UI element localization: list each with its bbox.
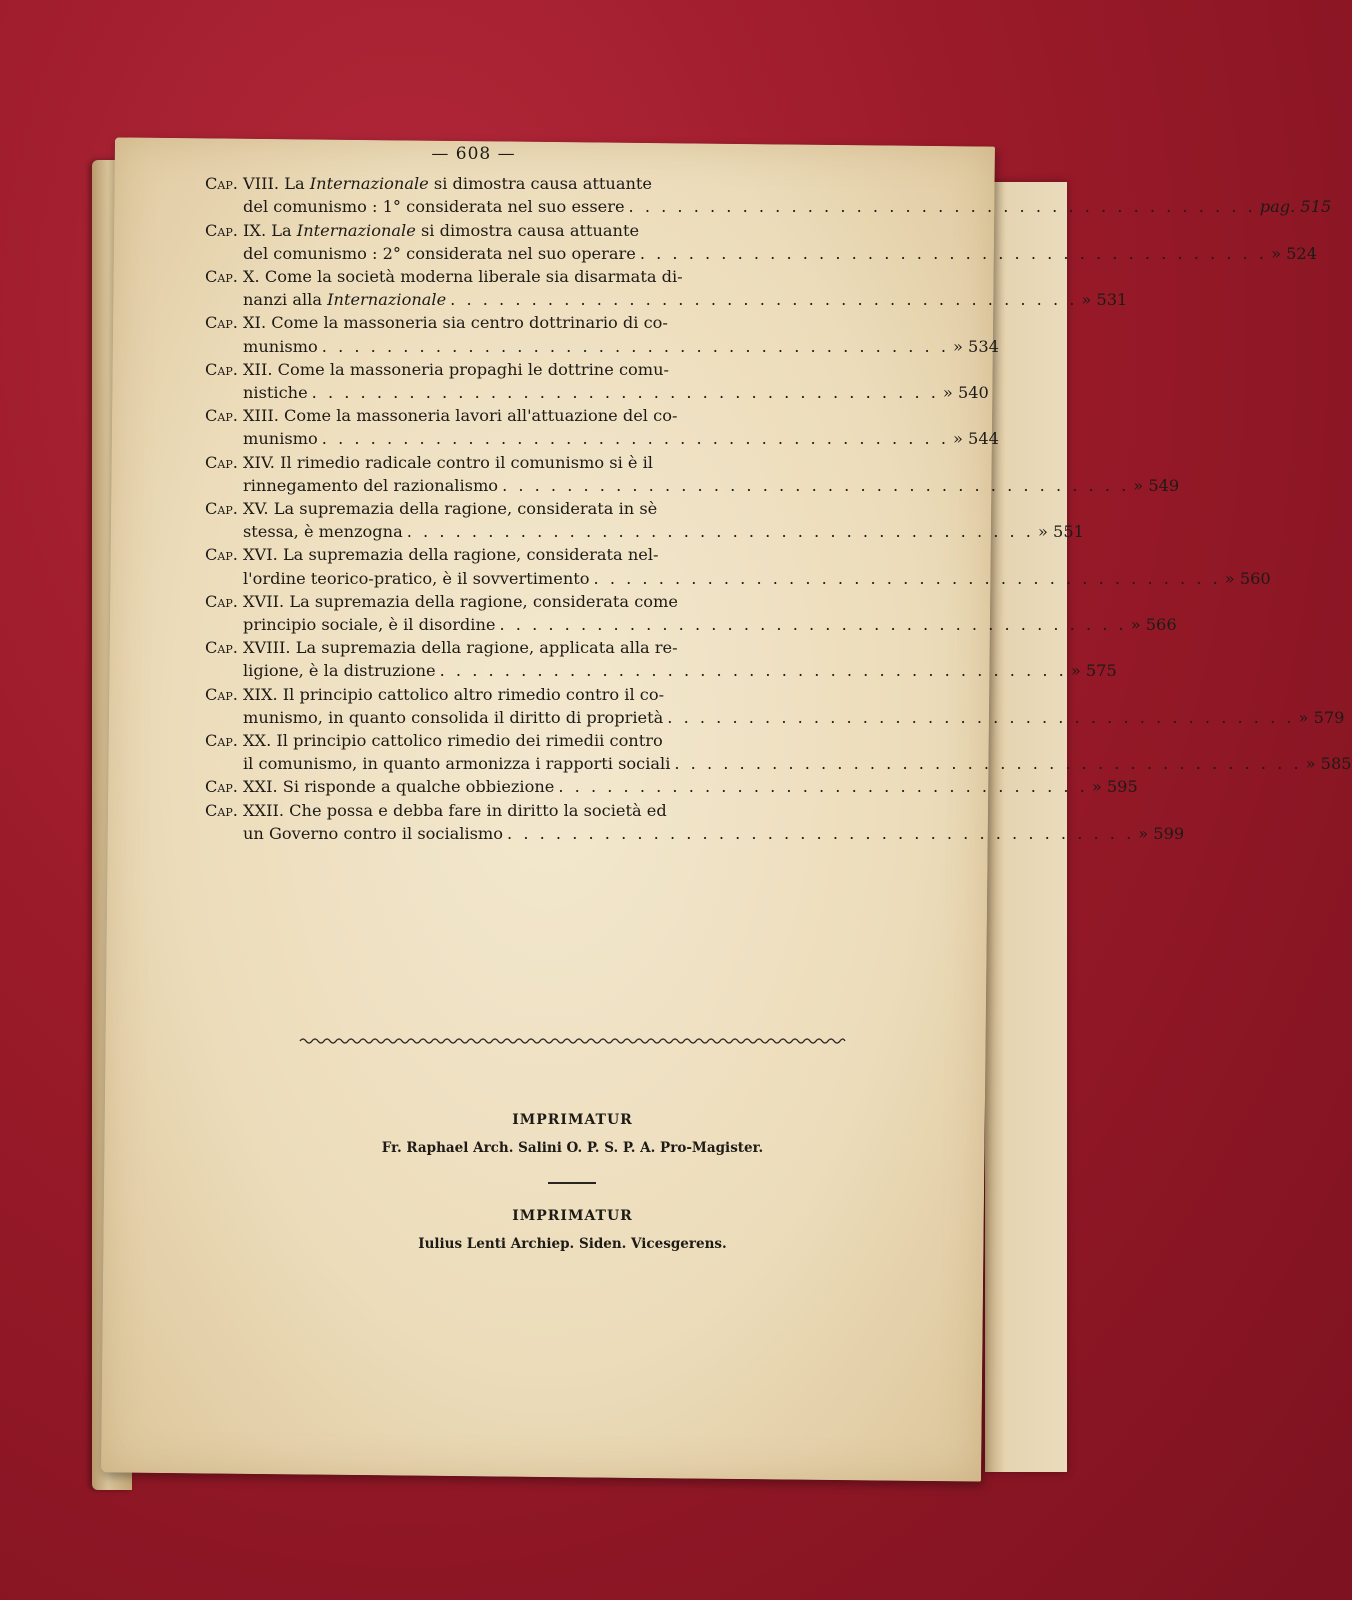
leader-dots: . . . . . . . . . . . . . . . . . . . . . . . . . . . . . . . . . . . . . . .: [674, 754, 1302, 774]
chapter-number: Cap. IX.: [205, 220, 267, 240]
toc-entry-continuation: [205, 520, 1084, 543]
imprimatur-block-1: [300, 1112, 845, 1156]
chapter-title: La: [271, 220, 297, 240]
toc-entry: [205, 404, 999, 450]
chapter-number: Cap. XVIII.: [205, 638, 291, 658]
chapter-title: Il principio cattolico altro rimedio contro il co-: [282, 684, 665, 704]
imprimatur-heading: IMPRIMATUR: [512, 1112, 633, 1128]
page-reference: » 566: [1130, 615, 1177, 635]
imprimatur-heading: IMPRIMATUR: [512, 1208, 633, 1224]
toc-entry: [205, 775, 1138, 798]
chapter-title: munismo, in quanto consolida il diritto di proprietà: [243, 707, 664, 727]
chapter-title: La supremazia della ragione, considerata nel-: [282, 545, 659, 565]
toc-entry-continuation: [205, 427, 999, 450]
toc-entry-continuation: [205, 752, 1352, 775]
toc-entry: [205, 729, 1352, 775]
chapter-title: si dimostra causa attuante: [428, 174, 653, 194]
chapter-title: La supremazia della ragione, considerata come: [289, 591, 678, 611]
leader-dots: . . . . . . . . . . . . . . . . . . . . . . . . . . . . . . . . . . . . . . .: [321, 429, 949, 449]
toc-entry-heading: [205, 799, 750, 822]
chapter-number: Cap. XIII.: [205, 406, 279, 426]
chapter-title: principio sociale, è il disordine: [243, 615, 496, 635]
leader-dots: . . . . . . . . . . . . . . . . . . . . . . . . . . . . . . . . . . . . . . .: [639, 243, 1268, 263]
leader-dots: . . . . . . . . . . . . . . . . . . . . . . . . . . . . . . . . . . . . . . .: [499, 615, 1127, 635]
leader-dots: . . . . . . . . . . . . . . . . . . . . . . . . . . . . . . . . . . . . . . .: [502, 475, 1130, 495]
toc-entry: [205, 219, 1318, 265]
leader-dots: . . . . . . . . . . . . . . . . . . . . . . . . . . . . . . . . . . . . . . .: [667, 707, 1295, 727]
toc-entry: [205, 265, 1128, 311]
chapter-number: Cap. XII.: [205, 359, 273, 379]
toc-entry-heading: [205, 172, 750, 195]
toc-entry: [205, 543, 1271, 589]
leader-dots: . . . . . . . . . . . . . . . . . . . . . . . . . . . . . . . . . . . . . . .: [507, 823, 1135, 843]
toc-entry-continuation: [205, 195, 1332, 218]
page-reference: » 544: [953, 429, 999, 449]
chapter-number: Cap. XVII.: [205, 591, 285, 611]
chapter-title: La supremazia della ragione, applicata alla re-: [295, 638, 678, 658]
toc-entry-heading: [205, 265, 750, 288]
toc-entry-heading: [205, 219, 750, 242]
chapter-title-italic: Internazionale: [309, 174, 429, 194]
toc-entry: [205, 683, 1345, 729]
page-reference: » 585: [1305, 754, 1352, 774]
chapter-title: Il principio cattolico rimedio dei rimedii contro: [276, 731, 663, 751]
chapter-number: Cap. XXI.: [205, 777, 278, 797]
chapter-title: stessa, è menzogna: [243, 522, 403, 542]
toc-entry: [205, 172, 1332, 218]
chapter-title-italic: Internazionale: [327, 290, 447, 310]
chapter-title: ligione, è la distruzione: [243, 661, 436, 681]
toc-entry-continuation: [205, 613, 1177, 636]
page-reference: » 575: [1070, 661, 1117, 681]
chapter-title: munismo: [243, 429, 318, 449]
page-reference: » 599: [1138, 823, 1185, 843]
toc-entry-continuation: [205, 706, 1345, 729]
toc-entry-heading: [205, 590, 750, 613]
leader-dots: . . . . . . . . . . . . . . . . . . . . . . . . . . . . . . . . . . . . . . .: [593, 568, 1221, 588]
toc-entry-heading: [205, 775, 1138, 798]
leader-dots: . . . . . . . . . . . . . . . . . . . . . . . . . . . . . . . . .: [558, 777, 1088, 797]
chapter-number: Cap. XX.: [205, 731, 272, 751]
chapter-title: Come la società moderna liberale sia disarmata di-: [264, 267, 683, 287]
chapter-title: l'ordine teorico-pratico, è il sovvertimento: [243, 568, 590, 588]
page-reference: » 560: [1224, 568, 1271, 588]
chapter-title: La supremazia della ragione, considerata in sè: [273, 499, 658, 519]
toc-entry-continuation: [205, 288, 1128, 311]
chapter-title: Come la massoneria sia centro dottrinario di co-: [271, 313, 668, 333]
chapter-title-italic: Internazionale: [296, 220, 416, 240]
toc-entry-continuation: [205, 474, 1180, 497]
page-reference: » 551: [1037, 522, 1084, 542]
chapter-number: Cap. XXII.: [205, 800, 285, 820]
toc-entry-heading: [205, 543, 750, 566]
chapter-title: nanzi alla: [243, 290, 328, 310]
chapter-title: Il rimedio radicale contro il comunismo si è il: [280, 452, 653, 472]
toc-entry-heading: [205, 404, 750, 427]
short-rule: [548, 1182, 596, 1184]
toc-entry: [205, 451, 1180, 497]
leader-dots: . . . . . . . . . . . . . . . . . . . . . . . . . . . . . . . . . . . . . . .: [321, 336, 949, 356]
chapter-title: Come la massoneria lavori all'attuazione del co-: [284, 406, 678, 426]
imprimatur-block-2: [300, 1208, 845, 1252]
toc-entry-continuation: [205, 822, 1185, 845]
toc-entry-continuation: [205, 567, 1271, 590]
imprimatur-signatory: Fr. Raphael Arch. Salini O. P. S. P. A. Pro-Magister.: [381, 1140, 764, 1156]
chapter-title: munismo: [243, 336, 318, 356]
chapter-title: nistiche: [243, 383, 308, 403]
chapter-title: Si risponde a qualche obbiezione: [282, 777, 555, 797]
page-reference: pag. 515: [1259, 197, 1332, 217]
page-reference: » 579: [1298, 707, 1345, 727]
toc-entry: [205, 497, 1084, 543]
chapter-number: Cap. XV.: [205, 499, 269, 519]
toc-entry-heading: [205, 311, 750, 334]
toc-entry: [205, 311, 999, 357]
toc-entry: [205, 358, 989, 404]
toc-entry: [205, 590, 1177, 636]
imprimatur-signatory: Iulius Lenti Archiep. Siden. Vicesgerens.: [418, 1236, 727, 1252]
toc-entry-continuation: [205, 335, 999, 358]
table-of-contents: [205, 143, 1352, 845]
leader-dots: . . . . . . . . . . . . . . . . . . . . . . . . . . . . . . . . . . . . . . .: [311, 383, 939, 403]
chapter-title: del comunismo : 1° considerata nel suo essere: [243, 197, 625, 217]
toc-entry-heading: [205, 358, 750, 381]
toc-entry-heading: [205, 729, 750, 752]
toc-entry-heading: [205, 497, 750, 520]
page-reference: » 540: [942, 383, 989, 403]
chapter-title: rinnegamento del razionalismo: [243, 475, 499, 495]
leader-dots: . . . . . . . . . . . . . . . . . . . . . . . . . . . . . . . . . . . . . . .: [628, 197, 1256, 217]
chapter-number: Cap. XIX.: [205, 684, 278, 704]
toc-list: [205, 172, 1352, 845]
chapter-number: Cap. XI.: [205, 313, 267, 333]
page-number: — 608 —: [431, 144, 516, 164]
leader-dots: . . . . . . . . . . . . . . . . . . . . . . . . . . . . . . . . . . . . . . .: [450, 290, 1078, 310]
page-reference: » 595: [1091, 777, 1138, 797]
page-reference: » 524: [1271, 243, 1318, 263]
chapter-title: La: [284, 174, 310, 194]
toc-entry-continuation: [205, 659, 1117, 682]
leader-dots: . . . . . . . . . . . . . . . . . . . . . . . . . . . . . . . . . . . . . . .: [406, 522, 1034, 542]
page-reference: » 534: [953, 336, 999, 356]
page-reference: » 531: [1081, 290, 1128, 310]
page-reference: » 549: [1133, 475, 1180, 495]
chapter-title: si dimostra causa attuante: [415, 220, 640, 240]
toc-entry: [205, 799, 1185, 845]
toc-entry: [205, 636, 1117, 682]
chapter-title: del comunismo : 2° considerata nel suo operare: [243, 243, 636, 263]
toc-entry-continuation: [205, 381, 989, 404]
chapter-title: un Governo contro il socialismo: [243, 823, 504, 843]
chapter-number: Cap. VIII.: [205, 174, 280, 194]
toc-entry-heading: [205, 636, 750, 659]
chapter-number: Cap. XVI.: [205, 545, 278, 565]
toc-entry-heading: [205, 683, 750, 706]
wavy-divider: [300, 1036, 845, 1046]
toc-entry-heading: [205, 451, 750, 474]
leader-dots: . . . . . . . . . . . . . . . . . . . . . . . . . . . . . . . . . . . . . . .: [439, 661, 1067, 681]
toc-entry-continuation: [205, 242, 1318, 265]
chapter-number: Cap. X.: [205, 267, 260, 287]
chapter-title: Come la massoneria propaghi le dottrine comu-: [277, 359, 670, 379]
chapter-title: il comunismo, in quanto armonizza i rapporti sociali: [243, 754, 671, 774]
chapter-number: Cap. XIV.: [205, 452, 275, 472]
chapter-title: Che possa e debba fare in diritto la società ed: [289, 800, 667, 820]
